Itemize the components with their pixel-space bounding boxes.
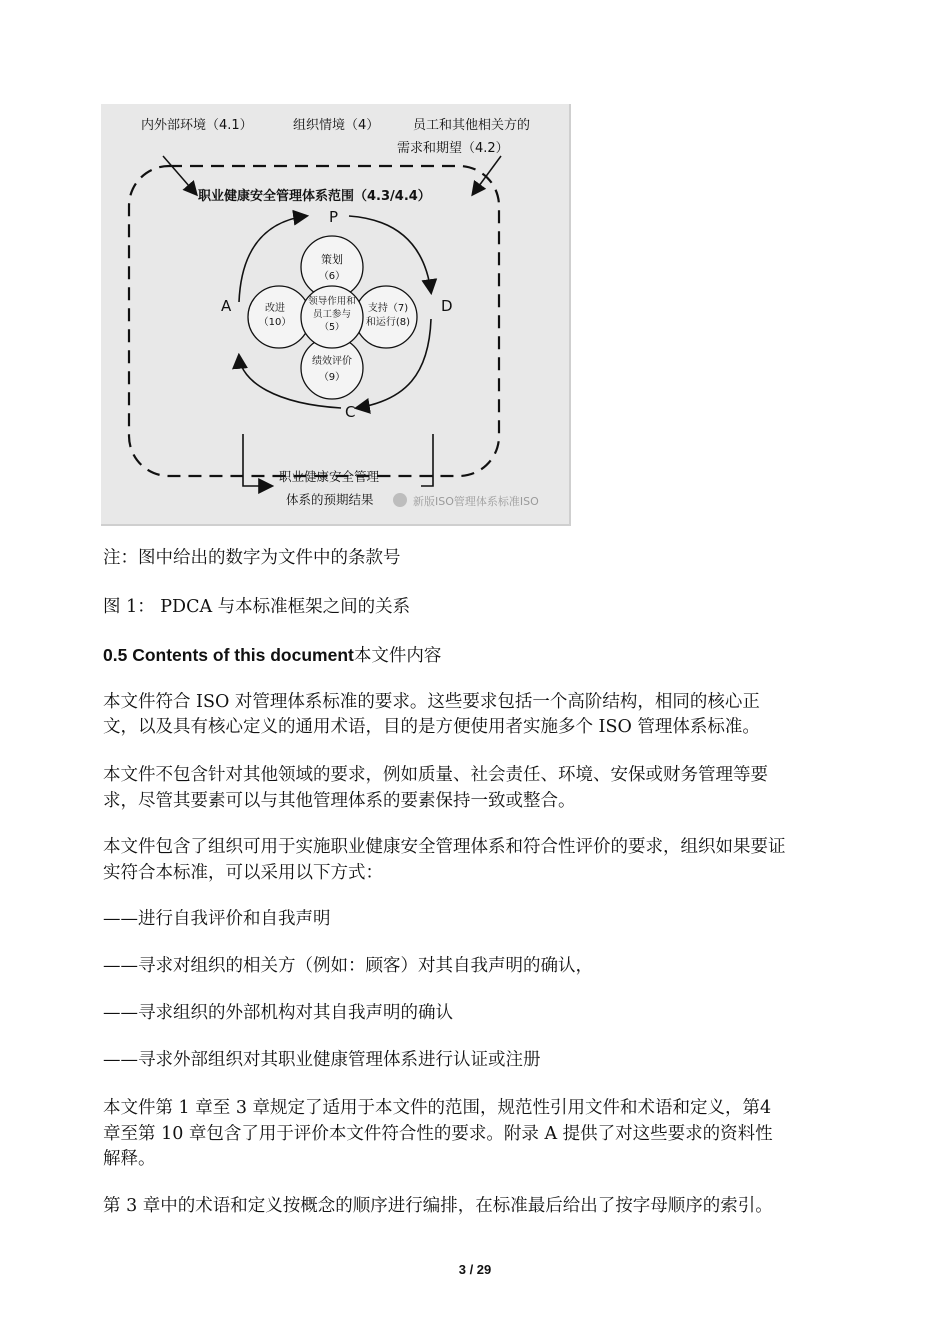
paragraph-3-line1: 本文件包含了组织可用于实施职业健康安全管理体系和符合性评价的要求，组织如果要证 xyxy=(103,837,786,857)
figure-note: 注：图中给出的数字为文件中的条款号 xyxy=(103,548,401,568)
label-needs-line2: 需求和期望（4.2） xyxy=(397,141,509,156)
paragraph-2-line2: 求，尽管其要素可以与其他管理体系的要素保持一致或整合。 xyxy=(103,791,576,811)
arrow-external xyxy=(163,156,196,194)
watermark-text: 新版ISO管理体系标准ISO xyxy=(413,495,539,508)
paragraph-4-line2: 章至第 10 章包含了用于评价本文件符合性的要求。附录 A 提供了对这些要求的资料性 xyxy=(103,1124,773,1144)
list-item: ——寻求组织的外部机构对其自我声明的确认 xyxy=(103,1003,453,1023)
leadership-clause: （5） xyxy=(319,322,345,333)
list-item: ——进行自我评价和自我声明 xyxy=(103,909,331,929)
paragraph-1-line1: 本文件符合 ISO 对管理体系标准的要求。这些要求包括一个高阶结构，相同的核心正 xyxy=(103,692,760,712)
pdca-diagram xyxy=(101,104,569,524)
plan-label: 策划 xyxy=(321,253,343,266)
list-item: ——寻求外部组织对其职业健康管理体系进行认证或注册 xyxy=(103,1050,541,1070)
figure-caption: 图 1： PDCA 与本标准框架之间的关系 xyxy=(103,597,411,617)
support-operation-label: 和运行(8) xyxy=(365,317,411,328)
improvement-label: 改进 xyxy=(265,303,285,314)
section-heading-zh: 本文件内容 xyxy=(353,646,442,666)
label-external-context: 内外部环境（4.1） xyxy=(141,118,253,133)
outcome-line2: 体系的预期结果 xyxy=(286,492,374,507)
pdca-figure xyxy=(101,104,571,526)
label-organization-context: 组织情境（4） xyxy=(293,118,380,133)
wechat-icon xyxy=(393,493,407,507)
paragraph-4-line1: 本文件第 1 章至 3 章规定了适用于本文件的范围，规范性引用文件和术语和定义，第4 xyxy=(103,1098,772,1118)
pdca-p: P xyxy=(329,208,339,226)
section-heading xyxy=(103,642,853,669)
list-item: ——寻求对组织的相关方（例如：顾客）对其自我声明的确认， xyxy=(103,956,593,976)
participation-label: 员工参与 xyxy=(312,309,352,320)
paragraph-3-line2: 实符合本标准，可以采用以下方式： xyxy=(103,863,383,883)
paragraph-4-line3: 解释。 xyxy=(103,1149,156,1169)
leadership-label: 领导作用和 xyxy=(308,296,356,307)
cycle-arrow-p-to-d xyxy=(349,216,431,292)
support-label: 支持（7) xyxy=(367,303,409,314)
evaluation-clause: （9） xyxy=(318,372,346,383)
evaluation-label: 绩效评价 xyxy=(312,356,352,367)
paragraph-1-line2: 文，以及具有核心定义的通用术语，目的是方便使用者实施多个 ISO 管理体系标准。 xyxy=(103,717,760,737)
arrow-to-outcome xyxy=(243,434,271,486)
pdca-d: D xyxy=(441,297,453,315)
paragraph-5: 第 3 章中的术语和定义按概念的顺序进行编排，在标准最后给出了按字母顺序的索引。 xyxy=(103,1196,773,1216)
label-scope: 职业健康安全管理体系范围（4.3/4.4） xyxy=(198,189,431,204)
plan-clause: （6） xyxy=(318,271,346,282)
arrow-from-outcome xyxy=(421,434,433,486)
label-needs-line1: 员工和其他相关方的 xyxy=(413,118,531,133)
pdca-c: C xyxy=(345,403,356,421)
paragraph-2-line1: 本文件不包含针对其他领域的要求，例如质量、社会责任、环境、安保或财务管理等要 xyxy=(103,765,768,785)
section-heading-en: 0.5 Contents of this document xyxy=(103,645,354,665)
page-number: 3 / 29 xyxy=(458,1262,492,1277)
arrow-needs xyxy=(473,156,501,194)
outcome-line1: 职业健康安全管理 xyxy=(279,469,380,484)
pdca-a: A xyxy=(221,297,232,315)
improvement-clause: （10） xyxy=(258,317,292,328)
